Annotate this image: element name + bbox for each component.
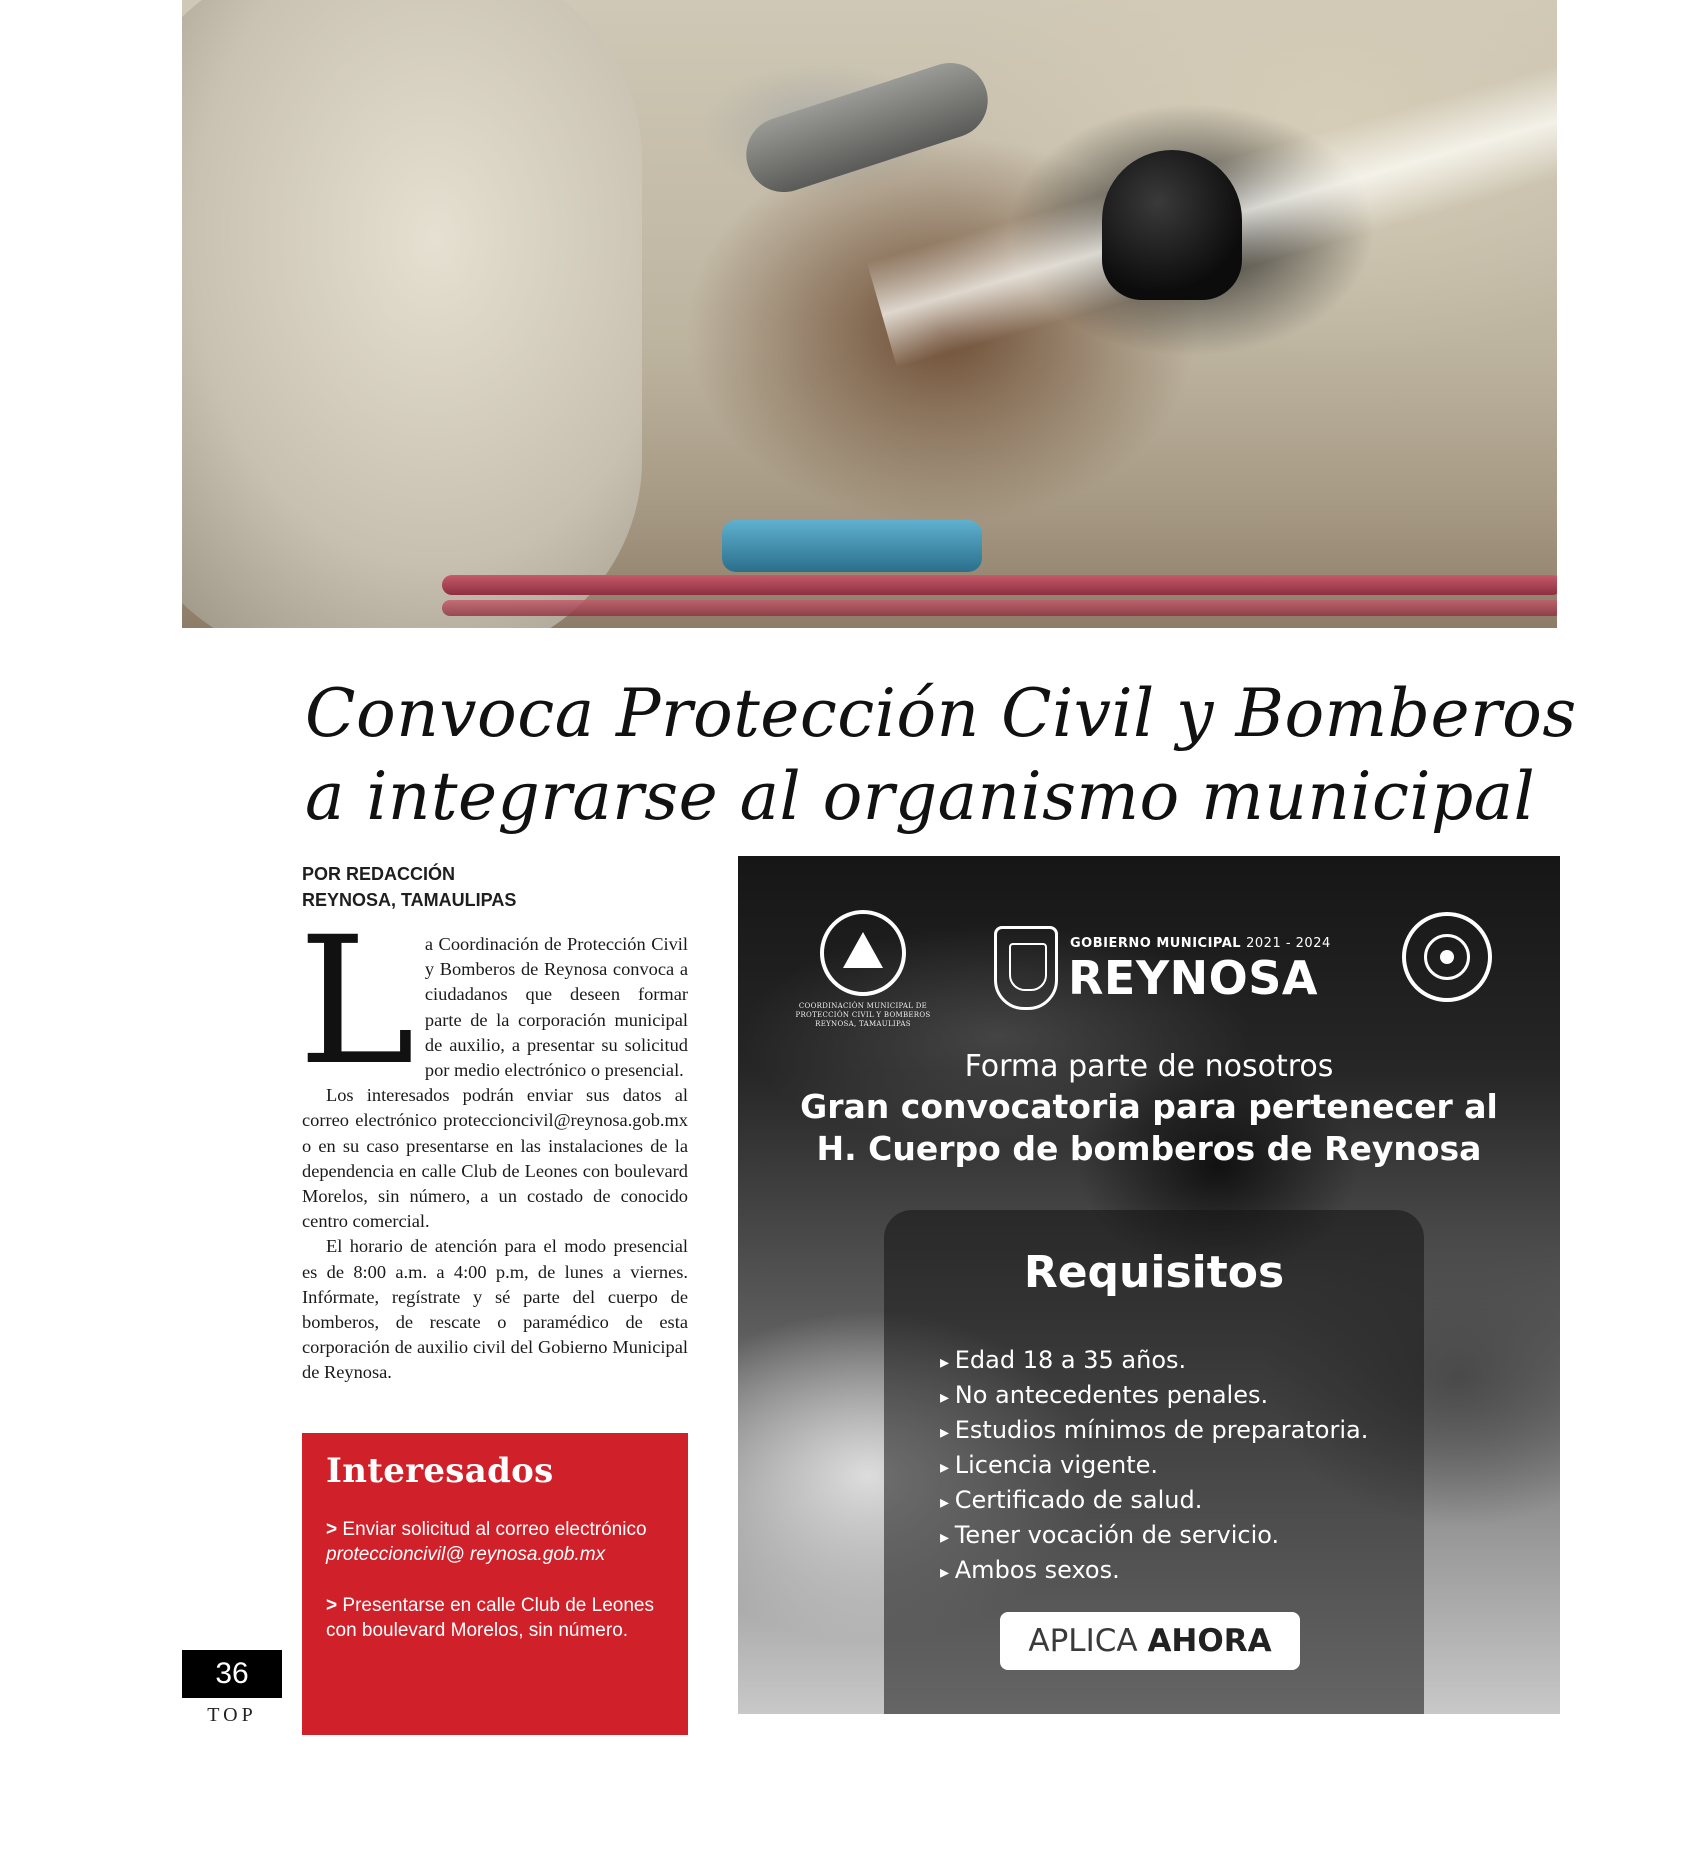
apply-now-bold: AHORA: [1147, 1623, 1272, 1659]
hero-car-shape: [182, 0, 642, 628]
byline-author: POR REDACCIÓN: [302, 864, 456, 884]
headline-line-1: Convoca Protección Civil y Bomberos: [305, 675, 1577, 752]
apply-now-light: APLICA: [1028, 1623, 1148, 1659]
sidebar-interesados: [302, 1433, 688, 1735]
poster-title-line-2: H. Cuerpo de bomberos de Reynosa: [816, 1129, 1482, 1168]
hero-helmet: [1102, 150, 1242, 300]
byline-location: REYNOSA, TAMAULIPAS: [302, 890, 517, 910]
firefighter-badge-icon: [1402, 912, 1492, 1002]
drop-cap: L: [298, 899, 415, 1104]
recruitment-poster: [738, 856, 1560, 1714]
requirements-list: [940, 1344, 1368, 1589]
hero-hose: [442, 575, 1557, 595]
hero-air-tank: [737, 53, 998, 202]
reynosa-shield-icon: [994, 926, 1058, 1010]
proteccion-civil-logo-text: COORDINACIÓN MUNICIPAL DE PROTECCIÓN CIVIL Y BOMBEROS REYNOSA, TAMAULIPAS: [795, 1002, 931, 1028]
page-number: 36: [182, 1650, 282, 1698]
requirement-item: ▸ Licencia vigente.: [940, 1449, 1368, 1484]
requirement-item: ▸ Tener vocación de servicio.: [940, 1519, 1368, 1554]
sidebar-email-link[interactable]: proteccioncivil@ reynosa.gob.mx: [326, 1544, 606, 1565]
requirement-item: ▸ Edad 18 a 35 años.: [940, 1344, 1368, 1379]
triangle-icon: [843, 932, 883, 968]
apply-now-button[interactable]: [1000, 1612, 1300, 1670]
article-paragraph-3: El horario de atención para el modo presencial es de 8:00 a.m. a 4:00 p.m, de lunes a viernes. Infórmate, regístrate y sé parte del cuerpo de bomberos, de rescate o paramédico de esta corporación de auxilio civil del Gobierno Municipal de Reynosa.: [302, 1236, 688, 1383]
requirement-item: ▸ Ambos sexos.: [940, 1554, 1368, 1589]
article-headline: [305, 672, 1577, 838]
requirements-title: Requisitos: [1023, 1247, 1285, 1298]
article-paragraph-2: Los interesados podrán enviar sus datos al correo electrónico proteccioncivil@reynosa.gob.mx o en su caso presentarse en las instalaciones de la dependencia en calle Club de Leones con boulevard Morelos, sin número, a un costado de conocido centro comercial.: [302, 1085, 688, 1232]
poster-title-line-1: Gran convocatoria para pertenecer al: [800, 1087, 1498, 1126]
arrow-icon: >: [326, 1519, 338, 1540]
sidebar-item-email-text: Enviar solicitud al correo electrónico: [342, 1519, 647, 1540]
hero-hose-nozzle: [722, 520, 982, 572]
section-label: TOP: [207, 1704, 257, 1726]
sidebar-title: Interesados: [326, 1451, 554, 1491]
gov-label-text: GOBIERNO MUNICIPAL: [1070, 936, 1242, 951]
sidebar-item-address: [326, 1593, 664, 1643]
arrow-icon: >: [326, 1595, 338, 1616]
poster-title: [738, 1086, 1560, 1170]
sidebar-item-email: [326, 1517, 664, 1567]
paragraph-1-text: a Coordinación de Protección Civil y Bomberos de Reynosa convoca a ciudadanos que deseen formar parte de la corporación municipal de auxilio, a presentar su solicitud por medio electrónico o presencial.: [424, 934, 688, 1081]
headline-line-2: a integrarse al organismo municipal: [305, 758, 1536, 835]
gov-years: 2021 - 2024: [1246, 936, 1331, 951]
gov-label: [1070, 936, 1331, 951]
city-name: REYNOSA: [1068, 951, 1318, 1005]
hero-photo-firefighter: [182, 0, 1557, 628]
sidebar-item-address-text: Presentarse en calle Club de Leones con boulevard Morelos, sin número.: [326, 1595, 654, 1641]
requirement-item: ▸ Certificado de salud.: [940, 1484, 1368, 1519]
poster-tagline: Forma parte de nosotros: [964, 1049, 1334, 1084]
requirement-item: ▸ Estudios mínimos de preparatoria.: [940, 1414, 1368, 1449]
requirement-item: ▸ No antecedentes penales.: [940, 1379, 1368, 1414]
hero-hose-2: [442, 600, 1557, 616]
proteccion-civil-logo-icon: [820, 910, 906, 996]
